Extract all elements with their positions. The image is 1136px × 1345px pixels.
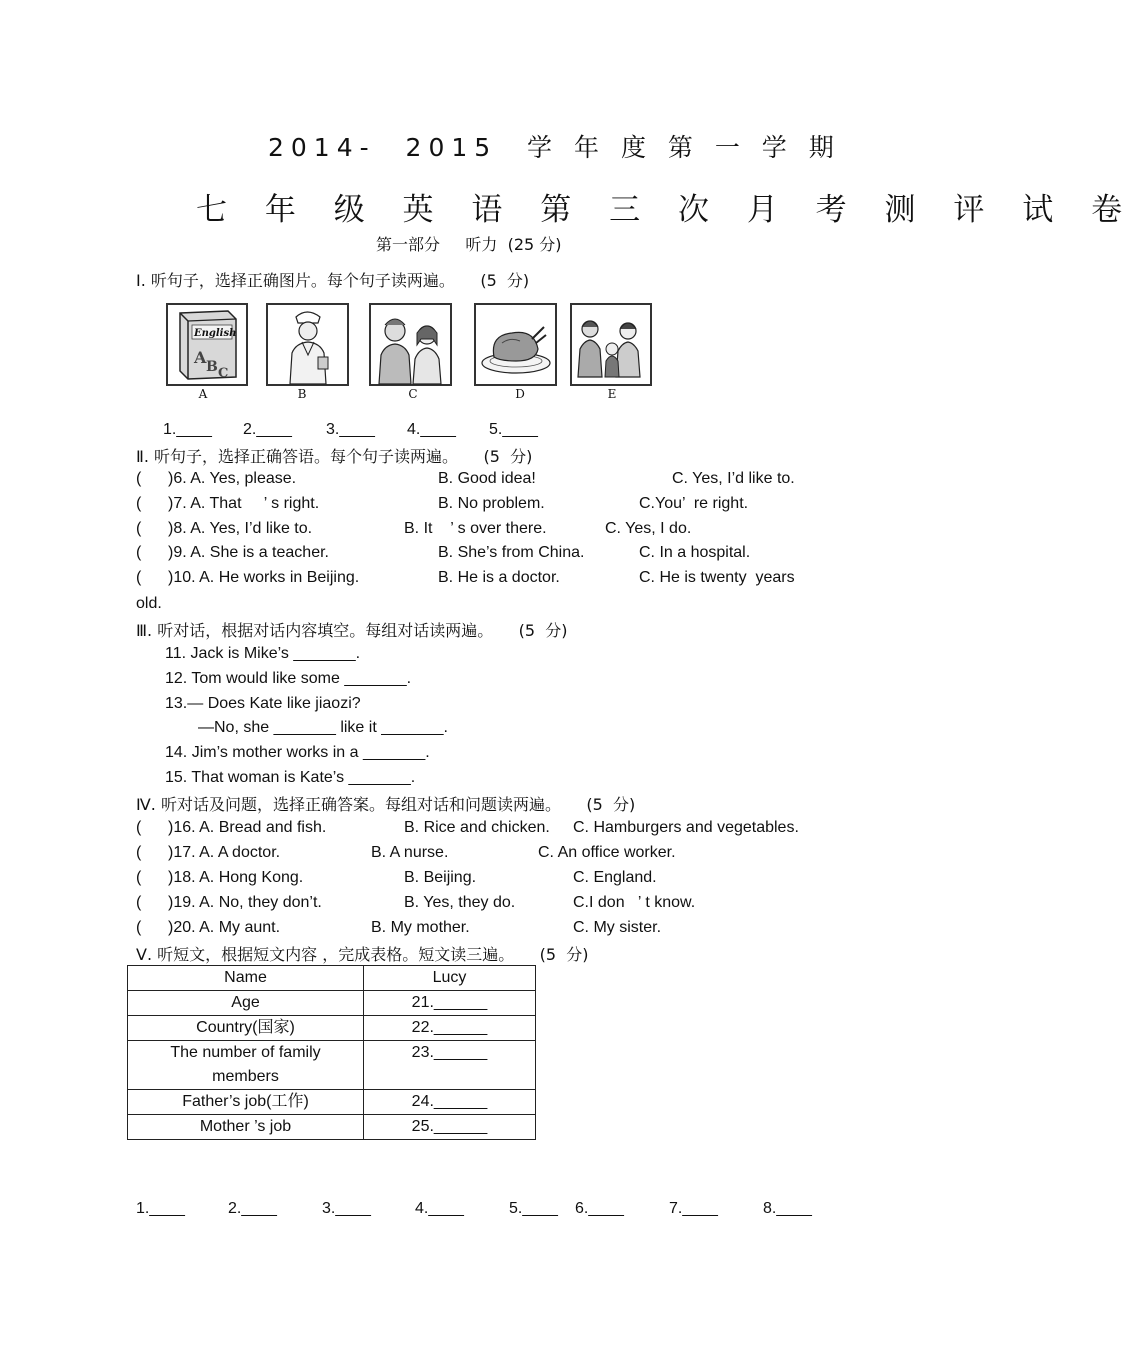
picture-c: [369, 303, 452, 386]
question-10-option-b: B. He is a doctor.: [438, 569, 560, 586]
question-7-option-b: B. No problem.: [438, 495, 545, 512]
picture-label-b: B: [297, 387, 307, 401]
fill-item-14[interactable]: 14. Jim’s mother works in a _______.: [165, 744, 430, 761]
two-people-icon: [371, 305, 450, 384]
answer-row-blank-6[interactable]: 6.____: [575, 1200, 624, 1217]
question-8-option-c: C. Yes, I do.: [605, 520, 692, 537]
picture-d: [474, 303, 557, 386]
table-header-row: [128, 966, 536, 991]
section-2-heading: Ⅱ. 听句子，选择正确答语。每个句子读两遍。 (5 分): [136, 447, 533, 466]
answer-blank-3[interactable]: 3.____: [326, 421, 375, 438]
roast-chicken-icon: [476, 305, 555, 384]
question-20-option-c: C. My sister.: [573, 919, 662, 936]
part-heading: 第一部分 听力 (25 分): [376, 235, 562, 254]
answer-row-blank-5[interactable]: 5.____: [509, 1200, 558, 1217]
answer-blank-1[interactable]: 1.____: [163, 421, 212, 438]
question-17-option-b: B. A nurse.: [371, 844, 449, 861]
table-cell-blank[interactable]: 21.______: [364, 991, 536, 1016]
answer-row-blank-2[interactable]: 2.____: [228, 1200, 277, 1217]
section-4-heading: Ⅳ. 听对话及问题，选择正确答案。每组对话和问题读两遍。 (5 分): [136, 795, 636, 814]
picture-label-a: A: [198, 387, 208, 401]
table-row: [128, 1016, 536, 1041]
section-1-heading: Ⅰ. 听句子，选择正确图片。每个句子读两遍。 (5 分): [136, 271, 530, 290]
table-cell-blank[interactable]: 23.______: [364, 1041, 536, 1090]
answer-row-blank-3[interactable]: 3.____: [322, 1200, 371, 1217]
table-cell-label: Mother ’s job: [128, 1115, 364, 1140]
answer-blank-2[interactable]: 2.____: [243, 421, 292, 438]
svg-text:A: A: [194, 348, 207, 367]
question-18-option-c: C. England.: [573, 869, 657, 886]
picture-label-e: E: [607, 387, 617, 401]
table-row: [128, 1090, 536, 1115]
question-6-option-c: C. Yes, I’d like to.: [672, 470, 795, 487]
term-title: 2014- 2015 学 年 度 第 一 学 期: [268, 133, 841, 162]
question-19-option-b: B. Yes, they do.: [404, 894, 516, 911]
question-20: ( )20. A. My aunt.: [136, 919, 281, 936]
picture-b: [266, 303, 349, 386]
svg-text:B: B: [206, 359, 218, 375]
question-19: ( )19. A. No, they don’t.: [136, 894, 322, 911]
question-9: ( )9. A. She is a teacher.: [136, 544, 329, 561]
table-header-lucy: Lucy: [364, 966, 536, 991]
exam-title: 七 年 级 英 语 第 三 次 月 考 测 评 试 卷: [196, 192, 1136, 228]
picture-a: [166, 303, 248, 386]
question-16-option-c: C. Hamburgers and vegetables.: [573, 819, 799, 836]
fill-item-13-answer[interactable]: —No, she _______ like it _______.: [198, 719, 448, 736]
question-17: ( )17. A. A doctor.: [136, 844, 281, 861]
question-18: ( )18. A. Hong Kong.: [136, 869, 304, 886]
question-8: ( )8. A. Yes, I’d like to.: [136, 520, 313, 537]
table-header-name: Name: [128, 966, 364, 991]
question-8-option-b: B. It ’ s over there.: [404, 520, 547, 537]
table-cell-blank[interactable]: 22.______: [364, 1016, 536, 1041]
fill-item-15[interactable]: 15. That woman is Kate’s _______.: [165, 769, 416, 786]
fill-item-11[interactable]: 11. Jack is Mike’s _______.: [165, 645, 361, 662]
answer-row-blank-4[interactable]: 4.____: [415, 1200, 464, 1217]
table-row: [128, 1041, 536, 1090]
table-cell-label: Country(国家): [128, 1016, 364, 1041]
answer-blank-5[interactable]: 5.____: [489, 421, 538, 438]
book-cover-text: English: [194, 328, 237, 339]
question-18-option-b: B. Beijing.: [404, 869, 477, 886]
fill-item-13: 13.— Does Kate like jiaozi?: [165, 695, 361, 712]
question-7: ( )7. A. That ’ s right.: [136, 495, 320, 512]
table-cell-label: Age: [128, 991, 364, 1016]
answer-blank-4[interactable]: 4.____: [407, 421, 456, 438]
fill-item-12[interactable]: 12. Tom would like some _______.: [165, 670, 412, 687]
table-cell-label: The number of family members: [128, 1041, 364, 1090]
table-cell-blank[interactable]: 24.______: [364, 1090, 536, 1115]
question-19-option-c: C.I don ’ t know.: [573, 894, 696, 911]
question-9-option-b: B. She’s from China.: [438, 544, 585, 561]
question-16-option-b: B. Rice and chicken.: [404, 819, 550, 836]
question-16: ( )16. A. Bread and fish.: [136, 819, 327, 836]
svg-text:C: C: [218, 366, 229, 381]
section-5-heading: Ⅴ. 听短文，根据短文内容 ，完成表格。短文读三遍。 (5 分): [136, 945, 589, 964]
family-icon: [572, 305, 650, 384]
picture-label-c: C: [408, 387, 418, 401]
picture-label-d: D: [515, 387, 525, 401]
question-10-wrap: old.: [136, 595, 162, 612]
answer-row-blank-8[interactable]: 8.____: [763, 1200, 812, 1217]
table-row: [128, 1115, 536, 1140]
question-20-option-b: B. My mother.: [371, 919, 470, 936]
book-icon: [168, 305, 246, 384]
answer-row-blank-1[interactable]: 1.____: [136, 1200, 185, 1217]
question-7-option-c: C.You’ re right.: [639, 495, 749, 512]
question-6: ( )6. A. Yes, please.: [136, 470, 297, 487]
nurse-icon: [268, 305, 347, 384]
question-10: ( )10. A. He works in Beijing.: [136, 569, 360, 586]
question-6-option-b: B. Good idea!: [438, 470, 536, 487]
question-17-option-c: C. An office worker.: [538, 844, 676, 861]
table-cell-label: Father’s job(工作): [128, 1090, 364, 1115]
table-cell-blank[interactable]: 25.______: [364, 1115, 536, 1140]
info-table: [127, 965, 536, 1140]
answer-row-blank-7[interactable]: 7.____: [669, 1200, 718, 1217]
picture-e: [570, 303, 652, 386]
table-row: [128, 991, 536, 1016]
section-3-heading: Ⅲ. 听对话，根据对话内容填空。每组对话读两遍。 (5 分): [136, 621, 568, 640]
question-9-option-c: C. In a hospital.: [639, 544, 751, 561]
question-10-option-c: C. He is twenty years: [639, 569, 795, 586]
